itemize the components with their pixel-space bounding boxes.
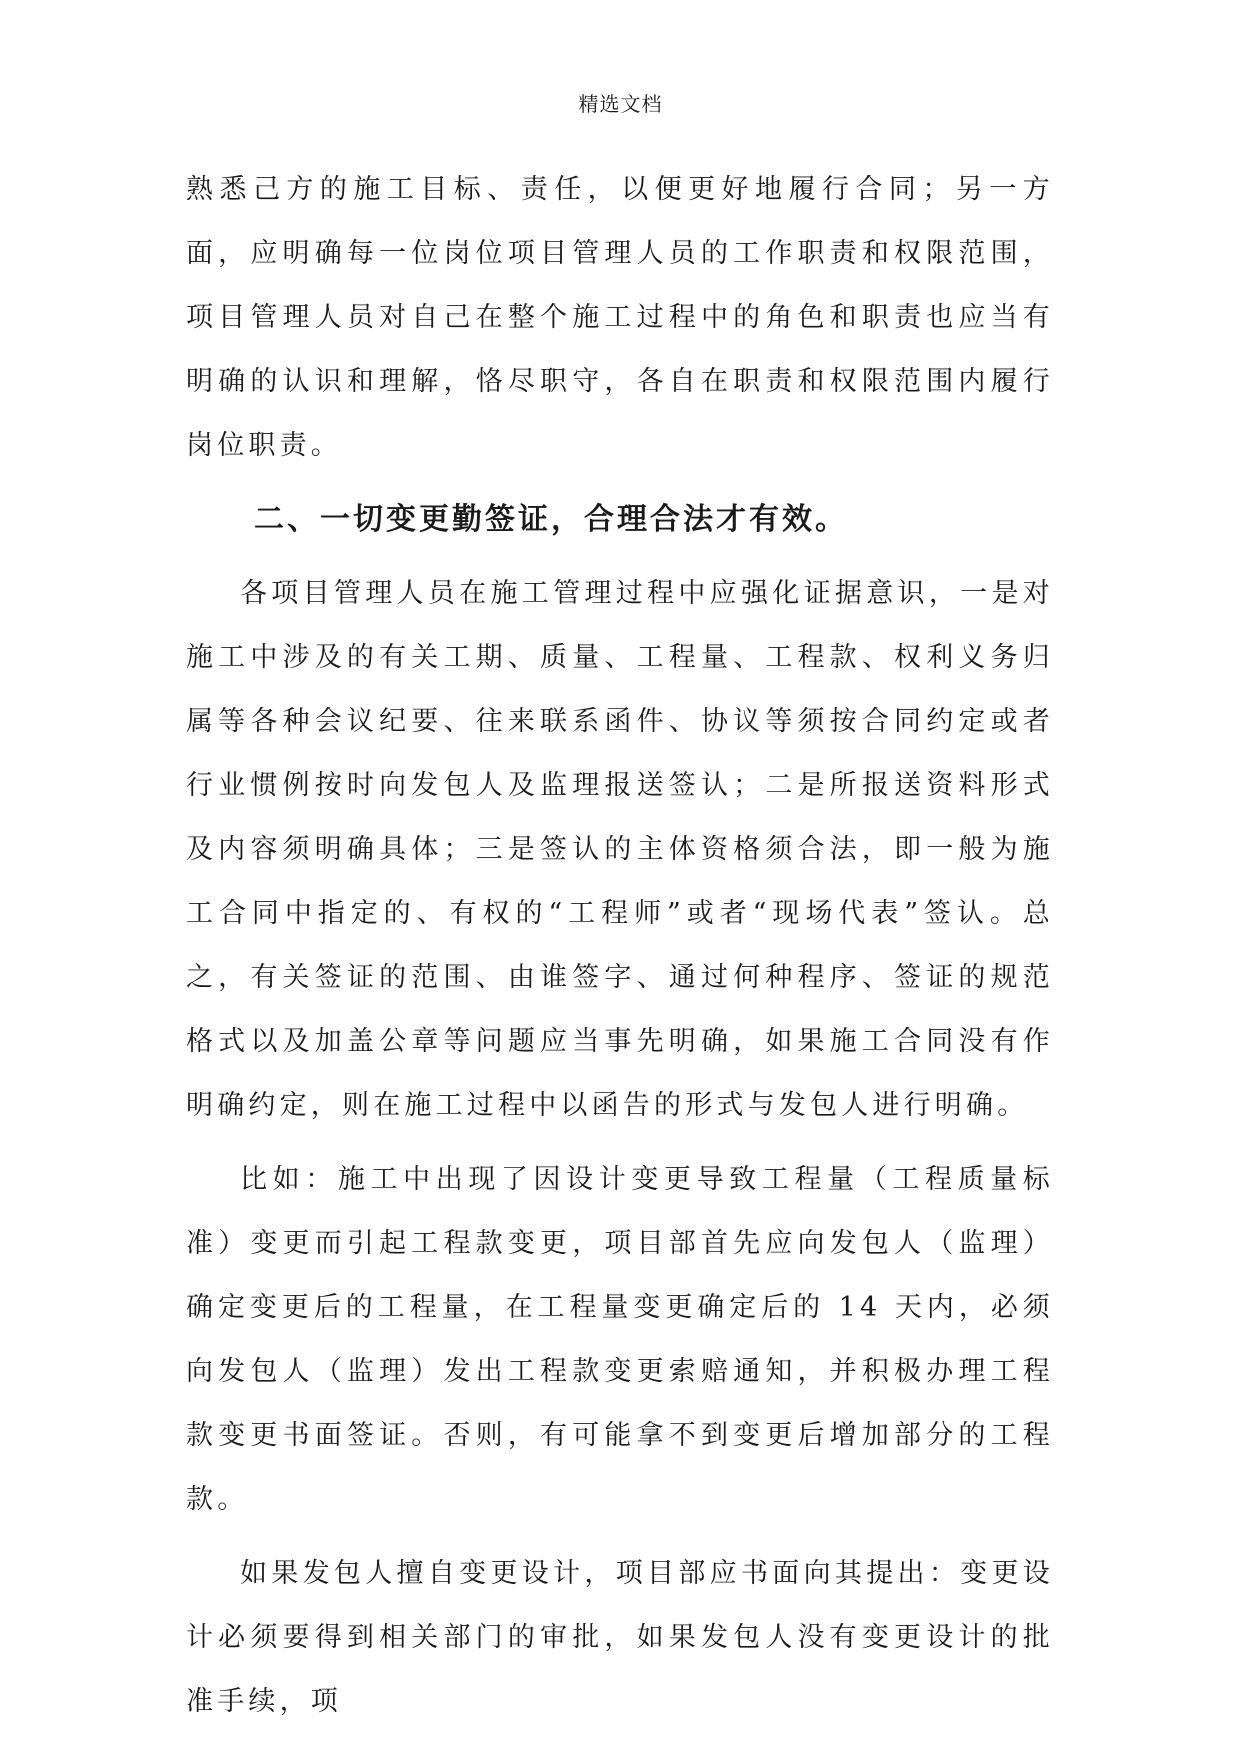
paragraph-continuation: 熟悉己方的施工目标、责任，以便更好地履行合同；另一方面，应明确每一位岗位项目管理人员的工作职责和权限范围，项目管理人员对自己在整个施工过程中的角色和职责也应当有明确的认识和理解，恪尽职守，各自在职责和权限范围内履行岗位职责。: [186, 174, 1054, 461]
page-header: 精选文档: [578, 92, 663, 116]
document-body: [186, 158, 1054, 1734]
section-heading: 二、一切变更勤签证，合理合法才有效。: [254, 502, 848, 537]
paragraph-design-change: 如果发包人擅自变更设计，项目部应书面向其提出：变更设计必须要得到相关部门的审批，如果发包人没有变更设计的批准手续，项: [186, 1558, 1054, 1717]
paragraph-example: 比如：施工中出现了因设计变更导致工程量（工程质量标准）变更而引起工程款变更，项目部首先应向发包人（监理）确定变更后的工程量，在工程量变更确定后的 14 天内，必须向发包人（监理）发出工程款变更索赔通知，并积极办理工程款变更书面签证。否则，有可能拿不到变更后增加部分的工程款。: [186, 1164, 1054, 1515]
paragraph-evidence: 各项目管理人员在施工管理过程中应强化证据意识，一是对施工中涉及的有关工期、质量、工程量、工程款、权利义务归属等各种会议纪要、往来联系函件、协议等须按合同约定或者行业惯例按时向发包人及监理报送签认；二是所报送资料形式及内容须明确具体；三是签认的主体资格须合法，即一般为施工合同中指定的、有权的“工程师”或者“现场代表”签认。总之，有关签证的范围、由谁签字、通过何种程序、签证的规范格式以及加盖公章等问题应当事先明确，如果施工合同没有作明确约定，则在施工过程中以函告的形式与发包人进行明确。: [186, 578, 1054, 1121]
